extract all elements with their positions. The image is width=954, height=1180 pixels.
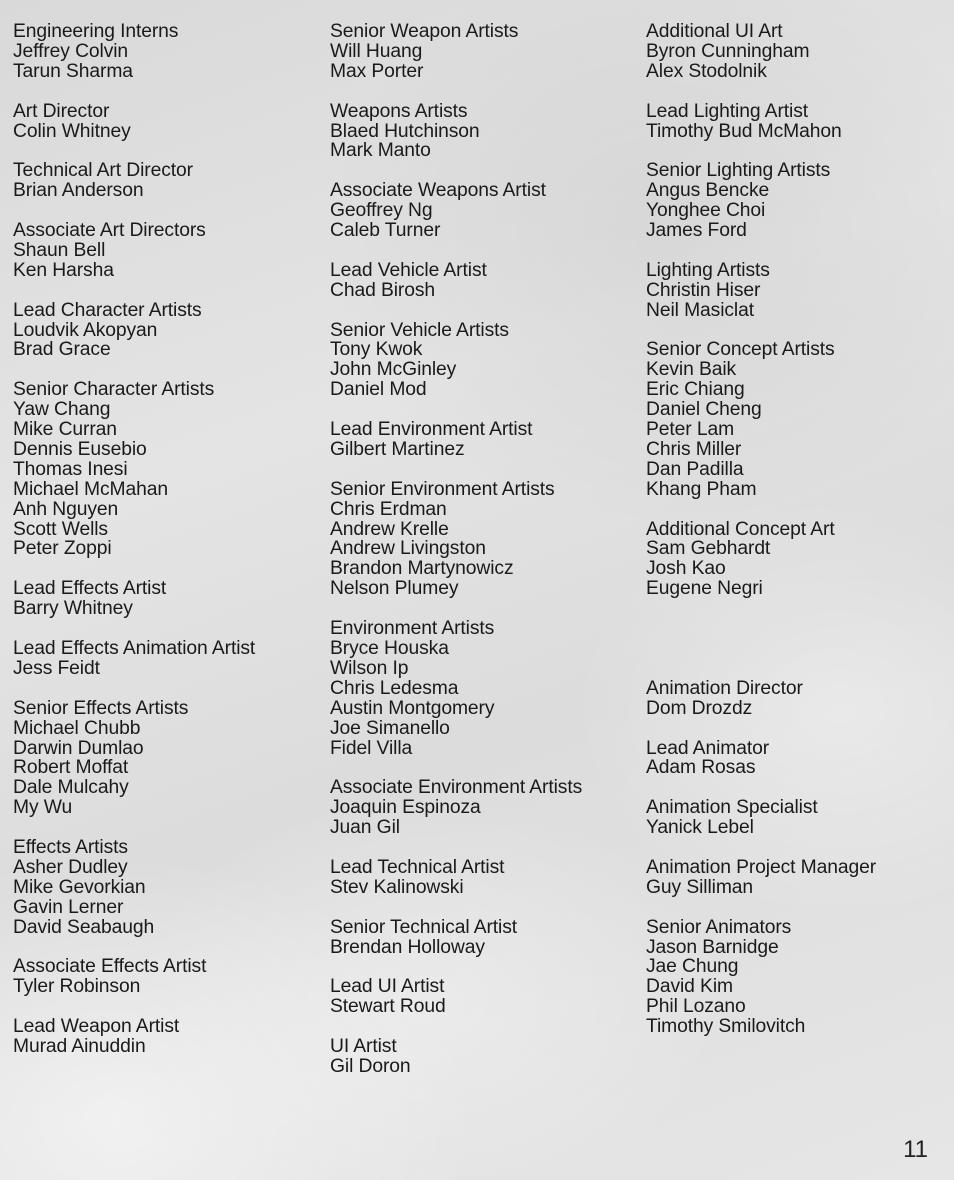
- credit-role: Associate Environment Artists: [330, 777, 583, 799]
- credit-group: [646, 161, 876, 241]
- credit-role: Senior Concept Artists: [646, 339, 835, 361]
- credit-role: Lead Environment Artist: [330, 419, 533, 441]
- credit-name: Robert Moffat: [13, 757, 129, 779]
- credit-name: Yaw Chang: [13, 399, 111, 421]
- credit-role: Animation Specialist: [646, 797, 818, 819]
- credit-group: [13, 221, 255, 281]
- credit-name: Jess Feidt: [13, 657, 100, 679]
- credit-name: Thomas Inesi: [13, 458, 128, 480]
- credit-name: Bryce Houska: [330, 637, 449, 659]
- credit-group: [13, 699, 255, 818]
- credit-name: Yonghee Choi: [646, 200, 766, 222]
- credit-group: [646, 918, 876, 1037]
- credit-role: Senior Environment Artists: [330, 478, 555, 500]
- credit-role: Senior Lighting Artists: [646, 160, 831, 182]
- credit-name: Dale Mulcahy: [13, 777, 129, 799]
- credit-name: Peter Lam: [646, 419, 735, 441]
- credit-group: [330, 918, 582, 958]
- credit-group: [13, 639, 255, 679]
- credit-group: [330, 1037, 582, 1077]
- credit-name: Josh Kao: [646, 558, 726, 580]
- credit-name: Jeffrey Colvin: [13, 40, 129, 62]
- credit-group: [13, 957, 255, 997]
- credit-group: [646, 858, 876, 898]
- credit-group: [646, 261, 876, 321]
- page-number: 11: [903, 1136, 928, 1163]
- credit-name: Byron Cunningham: [646, 40, 810, 62]
- credit-name: Angus Bencke: [646, 180, 770, 202]
- credit-role: Lighting Artists: [646, 259, 770, 281]
- credit-name: Barry Whitney: [13, 598, 133, 620]
- credit-name: Gil Doron: [330, 1055, 411, 1077]
- credit-group: [13, 1017, 255, 1057]
- credit-group: [646, 22, 876, 82]
- credit-group: [330, 480, 582, 599]
- credit-role: Senior Animators: [646, 916, 792, 938]
- credit-name: Yanick Lebel: [646, 817, 754, 839]
- credit-name: Scott Wells: [13, 518, 108, 540]
- credit-name: Neil Masiclat: [646, 299, 754, 321]
- credit-name: Peter Zoppi: [13, 538, 112, 560]
- credit-name: Mike Gevorkian: [13, 876, 146, 898]
- credit-role: Engineering Interns: [13, 21, 179, 42]
- credit-group: [330, 619, 582, 758]
- credit-name: Anh Nguyen: [13, 498, 119, 520]
- credit-name: My Wu: [13, 797, 73, 819]
- credit-role: Associate Effects Artist: [13, 956, 207, 978]
- credit-role: Effects Artists: [13, 837, 128, 859]
- credit-group: [330, 420, 582, 460]
- credit-name: John McGinley: [330, 359, 457, 381]
- credit-name: Jason Barnidge: [646, 936, 779, 958]
- credit-role: Senior Vehicle Artists: [330, 319, 509, 341]
- credit-group: [646, 340, 876, 499]
- credit-name: Timothy Bud McMahon: [646, 120, 842, 142]
- credit-role: Lead Weapon Artist: [13, 1016, 180, 1038]
- credit-name: Brad Grace: [13, 339, 111, 361]
- credit-name: Michael McMahan: [13, 478, 168, 500]
- credit-role: Associate Art Directors: [13, 220, 206, 242]
- credit-group: [13, 22, 255, 82]
- credit-name: Nelson Plumey: [330, 578, 459, 600]
- credit-name: Joe Simanello: [330, 717, 450, 739]
- credit-name: Will Huang: [330, 40, 423, 62]
- credit-role: Associate Weapons Artist: [330, 180, 546, 202]
- credit-role: Additional Concept Art: [646, 518, 835, 540]
- credit-role: Lead Lighting Artist: [646, 100, 809, 122]
- credit-name: Max Porter: [330, 60, 424, 82]
- credit-name: Mike Curran: [13, 419, 117, 441]
- credit-group: [330, 321, 582, 401]
- credit-group: [13, 579, 255, 619]
- credit-role: Technical Art Director: [13, 160, 193, 182]
- credit-group: [330, 22, 582, 82]
- credit-name: Adam Rosas: [646, 757, 756, 779]
- credit-name: Gilbert Martinez: [330, 438, 465, 460]
- credit-role: Lead UI Artist: [330, 976, 445, 998]
- credit-name: Brian Anderson: [13, 180, 144, 202]
- credit-name: Geoffrey Ng: [330, 200, 433, 222]
- credit-role: Senior Technical Artist: [330, 916, 518, 938]
- credit-name: Brandon Martynowicz: [330, 558, 514, 580]
- credit-name: Andrew Krelle: [330, 518, 449, 540]
- credit-group: [13, 301, 255, 361]
- credit-name: Caleb Turner: [330, 220, 441, 242]
- credit-role: UI Artist: [330, 1036, 397, 1058]
- credit-name: Timothy Smilovitch: [646, 1016, 806, 1038]
- credit-name: Darwin Dumlao: [13, 737, 144, 759]
- credit-name: Alex Stodolnik: [646, 60, 767, 82]
- credit-name: Daniel Cheng: [646, 399, 762, 421]
- credit-role: Lead Character Artists: [13, 299, 202, 321]
- credit-group: [330, 261, 582, 301]
- credit-name: Christin Hiser: [646, 279, 761, 301]
- credit-name: James Ford: [646, 220, 747, 242]
- credit-role: Senior Effects Artists: [13, 697, 189, 719]
- credit-name: Eric Chiang: [646, 379, 745, 401]
- credit-name: Tarun Sharma: [13, 60, 133, 82]
- credit-name: Wilson Ip: [330, 657, 409, 679]
- credit-name: Guy Silliman: [646, 876, 754, 898]
- credit-name: Kevin Baik: [646, 359, 737, 381]
- credit-name: Shaun Bell: [13, 239, 106, 261]
- credit-role: Lead Vehicle Artist: [330, 259, 487, 281]
- credit-name: Tyler Robinson: [13, 976, 141, 998]
- credit-group: [646, 520, 876, 600]
- credit-name: Dan Padilla: [646, 458, 744, 480]
- credit-name: Dennis Eusebio: [13, 438, 147, 460]
- credit-group: [646, 679, 876, 719]
- credit-name: Stev Kalinowski: [330, 876, 464, 898]
- credit-group: [330, 102, 582, 162]
- credit-role: Lead Effects Artist: [13, 578, 167, 600]
- credit-name: Loudvik Akopyan: [13, 319, 158, 341]
- credit-role: Environment Artists: [330, 618, 495, 640]
- credit-role: Senior Character Artists: [13, 379, 215, 401]
- credit-group: [13, 380, 255, 559]
- credit-role: Animation Project Manager: [646, 856, 877, 878]
- credit-name: Chris Erdman: [330, 498, 447, 520]
- credit-group: [13, 161, 255, 201]
- credit-name: Chad Birosh: [330, 279, 436, 301]
- credit-name: Jae Chung: [646, 956, 739, 978]
- credit-name: Stewart Roud: [330, 996, 446, 1018]
- credit-role: Senior Weapon Artists: [330, 21, 519, 42]
- credit-group: [330, 977, 582, 1017]
- credits-column-3: [646, 22, 876, 1057]
- credit-group: [646, 102, 876, 142]
- credit-name: David Kim: [646, 976, 733, 998]
- credit-group: [330, 181, 582, 241]
- credit-group: [646, 798, 876, 838]
- credit-group: [330, 858, 582, 898]
- credit-role: Art Director: [13, 100, 110, 122]
- credit-name: Tony Kwok: [330, 339, 423, 361]
- credit-role: Lead Effects Animation Artist: [13, 637, 256, 659]
- credit-group: [13, 838, 255, 938]
- credit-name: Austin Montgomery: [330, 697, 495, 719]
- credit-name: Sam Gebhardt: [646, 538, 771, 560]
- credit-name: Fidel Villa: [330, 737, 413, 759]
- credit-name: Ken Harsha: [13, 259, 114, 281]
- credit-name: Juan Gil: [330, 817, 400, 839]
- credit-name: Eugene Negri: [646, 578, 763, 600]
- credit-name: Colin Whitney: [13, 120, 131, 142]
- credit-role: Additional UI Art: [646, 21, 783, 42]
- credit-group: [13, 102, 255, 142]
- credit-group: [646, 739, 876, 779]
- credit-role: Animation Director: [646, 677, 803, 699]
- credit-name: Gavin Lerner: [13, 896, 124, 918]
- credit-name: Brendan Holloway: [330, 936, 485, 958]
- credit-name: Dom Drozdz: [646, 697, 753, 719]
- credit-name: Joaquin Espinoza: [330, 797, 481, 819]
- credit-role: Lead Technical Artist: [330, 856, 505, 878]
- credits-column-2: [330, 22, 582, 1097]
- credit-name: Blaed Hutchinson: [330, 120, 480, 142]
- credit-group: [330, 778, 582, 838]
- credit-name: Andrew Livingston: [330, 538, 486, 560]
- credit-name: Khang Pham: [646, 478, 757, 500]
- credit-name: David Seabaugh: [13, 916, 155, 938]
- credit-name: Phil Lozano: [646, 996, 746, 1018]
- credit-name: Daniel Mod: [330, 379, 427, 401]
- credit-name: Michael Chubb: [13, 717, 141, 739]
- credit-name: Chris Miller: [646, 438, 742, 460]
- credit-name: Mark Manto: [330, 140, 431, 162]
- credit-name: Chris Ledesma: [330, 677, 459, 699]
- credit-role: Lead Animator: [646, 737, 770, 759]
- credit-name: Murad Ainuddin: [13, 1036, 146, 1058]
- credits-column-1: [13, 22, 255, 1077]
- credit-name: Asher Dudley: [13, 856, 128, 878]
- credit-role: Weapons Artists: [330, 100, 468, 122]
